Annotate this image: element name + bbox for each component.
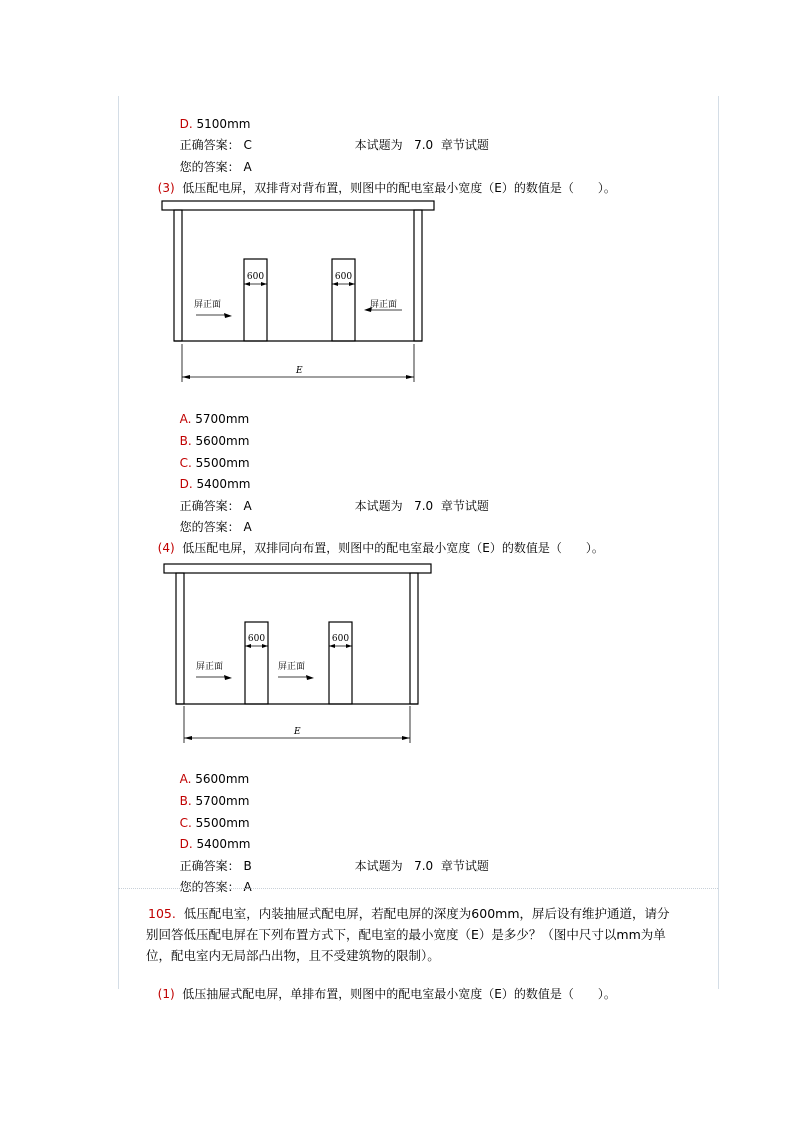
q3-figure [160,198,450,386]
q4-correct-answer: 正确答案： B [179,859,252,873]
q3-option-d[interactable]: D. 5400mm [179,477,251,491]
q3-front-right: 屏正面 [370,300,398,310]
q3-your-answer: 您的答案： A [179,520,252,534]
q3-number: (3) [157,181,175,195]
q3-score-info: 本试题为 7.0 章节试题 [354,499,489,513]
q105-stem: 105. 低压配电室，内装抽屉式配电屏，若配电屏的深度为600mm，屏后设有维护通道，请分 别回答低压配电屏在下列布置方式下，配电室的最小宽度（E）是多少？（图中尺寸以mm为单 位，配电室内无局部凸出物，且不受建筑物的限制）。 [146,906,670,963]
q4-front-left: 屏正面 [196,662,224,672]
q3-e-label: E [296,366,303,376]
roof-slab [164,564,431,573]
q4-dim-left: 600 [247,634,266,644]
q105-number: 105. [148,906,176,921]
q3-stem [150,164,616,196]
option-value: 5100mm [196,117,251,131]
right-wall [414,210,422,341]
q3-correct-answer: 正确答案： A [179,499,252,513]
top-correct-answer: 正确答案： C [179,138,252,152]
roof-slab [162,201,434,210]
q3-option-a[interactable]: A. 5700mm [179,412,250,426]
top-score-info: 本试题为 7.0 章节试题 [354,138,489,152]
q4-text: 低压配电屏，双排同向布置，则图中的配电室最小宽度（E）的数值是（ ）。 [182,541,604,555]
top-your-answer: 您的答案： A [179,160,252,174]
q4-figure [160,560,440,746]
q4-e-label: E [294,727,301,737]
right-border [718,96,719,989]
right-wall [410,573,418,704]
left-wall [176,573,184,704]
q105-sub1-text: 低压抽屉式配电屏，单排布置，则图中的配电室最小宽度（E）的数值是（ ）。 [182,987,616,1001]
q105-sub1-stem [150,970,616,1002]
q3-dim-right: 600 [334,272,353,282]
q105-sub1-number: (1) [157,987,175,1001]
q3-option-c[interactable]: C. 5500mm [179,456,250,470]
left-border [118,96,119,989]
q4-option-c[interactable]: C. 5500mm [179,816,250,830]
q4-your-answer: 您的答案： A [179,880,252,894]
q4-option-d[interactable]: D. 5400mm [179,837,251,851]
question-separator [118,888,718,889]
q4-stem [150,524,604,556]
q4-option-a[interactable]: A. 5600mm [179,772,250,786]
left-wall [174,210,182,341]
q3-option-b[interactable]: B. 5600mm [179,434,250,448]
q4-dim-right: 600 [331,634,350,644]
q3-front-left: 屏正面 [194,300,222,310]
option-label: D. [179,117,193,131]
q3-text: 低压配电屏，双排背对背布置，则图中的配电室最小宽度（E）的数值是（ ）。 [182,181,616,195]
q3-dim-left: 600 [246,272,265,282]
q4-number: (4) [157,541,175,555]
q4-option-b[interactable]: B. 5700mm [179,794,250,808]
q4-front-mid: 屏正面 [278,662,306,672]
q4-score-info: 本试题为 7.0 章节试题 [354,859,489,873]
